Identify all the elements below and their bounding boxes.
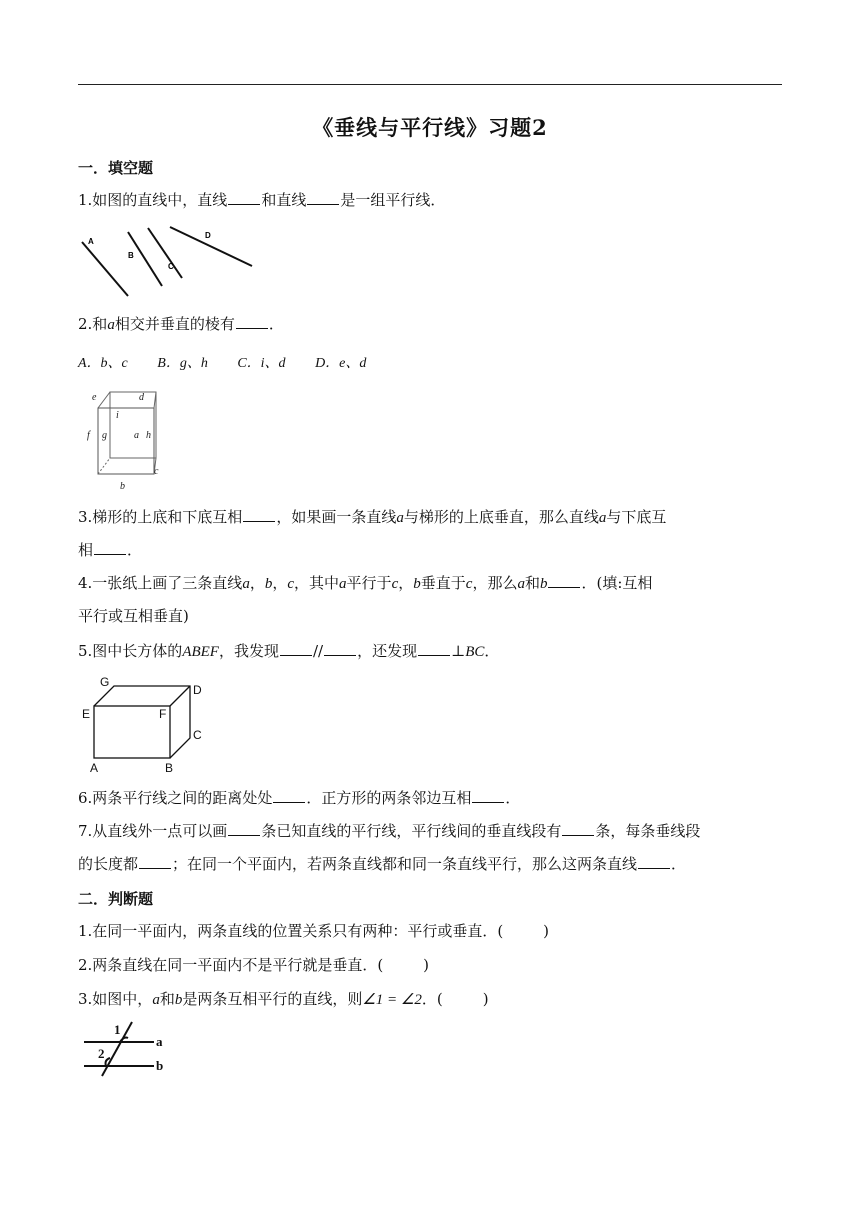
svg-text:a: a — [134, 430, 139, 441]
svg-text:d: d — [139, 392, 144, 403]
svg-text:F: F — [159, 707, 167, 721]
figure-cuboid-edges — [84, 388, 174, 494]
judge-question-2: 2.两条直线在同一平面内不是平行就是垂直．( ) — [78, 956, 430, 974]
question-2-options — [78, 352, 392, 372]
section-heading-fill-in: 一．填空题 — [78, 159, 154, 177]
figure-parallel-transversal — [80, 1018, 180, 1078]
svg-text:f: f — [87, 430, 90, 441]
answer-blank[interactable] — [273, 788, 305, 803]
answer-blank[interactable] — [548, 573, 580, 588]
label-b: B — [128, 251, 134, 260]
question-4: 4.一张纸上画了三条直线a，b，c，其中a平行于c，b垂直于c，那么a和b ．(填:互相 — [78, 574, 653, 592]
line-d — [170, 227, 252, 266]
answer-blank[interactable] — [472, 788, 504, 803]
svg-text:E: E — [82, 707, 91, 721]
question-7-cont: 的长度都 ；在同一个平面内，若两条直线都和同一条直线平行，那么这两条直线 ． — [78, 855, 687, 873]
svg-text:b: b — [156, 1058, 164, 1073]
svg-text:B: B — [165, 761, 174, 775]
label-c: C — [168, 262, 174, 271]
question-7: 7.从直线外一点可以画 条已知直线的平行线，平行线间的垂直线段有 条，每条垂线段 — [78, 822, 701, 840]
front-face — [98, 408, 154, 474]
top-side-edges — [94, 686, 190, 758]
svg-text:a: a — [156, 1034, 163, 1049]
option-c[interactable]: C．i、d — [237, 356, 286, 371]
label-d: D — [205, 231, 211, 240]
answer-blank[interactable] — [228, 190, 260, 205]
option-b[interactable]: B．g、h — [157, 356, 208, 371]
page-title: 《垂线与平行线》习题2 — [312, 115, 548, 140]
question-3: 3.梯形的上底和下底互相 ，如果画一条直线a与梯形的上底垂直，那么直线a与下底互 — [78, 508, 667, 526]
question-2: 2.和a相交并垂直的棱有 ． — [78, 315, 284, 333]
svg-text:A: A — [90, 761, 99, 775]
line-a — [82, 242, 128, 296]
answer-blank[interactable] — [236, 314, 268, 329]
section-heading-true-false: 二．判断题 — [78, 890, 154, 908]
option-d[interactable]: D．e、d — [315, 356, 367, 371]
answer-blank[interactable] — [243, 507, 275, 522]
header-rule — [78, 84, 782, 85]
answer-blank[interactable] — [418, 641, 450, 656]
question-5: 5.图中长方体的ABEF，我发现 // ，还发现 ⊥BC． — [78, 642, 500, 660]
svg-text:h: h — [146, 430, 151, 441]
question-4-cont: 平行或互相垂直) — [78, 607, 189, 625]
svg-text:c: c — [154, 466, 159, 477]
svg-text:i: i — [116, 410, 119, 421]
svg-text:C: C — [193, 728, 202, 742]
back-face — [110, 392, 156, 458]
answer-blank[interactable] — [324, 641, 356, 656]
svg-text:g: g — [102, 430, 107, 441]
question-6: 6.两条平行线之间的距离处处 ．正方形的两条邻边互相 ． — [78, 789, 521, 807]
answer-blank[interactable] — [562, 821, 594, 836]
figure-cuboid-abef — [80, 672, 210, 776]
answer-blank[interactable] — [638, 854, 670, 869]
figure-four-lines — [78, 222, 258, 302]
svg-text:2: 2 — [98, 1046, 105, 1061]
svg-text:b: b — [120, 481, 125, 492]
svg-text:D: D — [193, 683, 202, 697]
question-3-cont: 相 ． — [78, 541, 143, 559]
question-1: 1.如图的直线中，直线 和直线 是一组平行线． — [78, 191, 446, 209]
answer-blank[interactable] — [94, 540, 126, 555]
option-a[interactable]: A．b、c — [78, 356, 128, 371]
answer-blank[interactable] — [139, 854, 171, 869]
svg-text:e: e — [92, 392, 97, 403]
answer-blank[interactable] — [307, 190, 339, 205]
judge-question-1: 1.在同一平面内，两条直线的位置关系只有两种：平行或垂直．( ) — [78, 922, 550, 940]
judge-question-3: 3.如图中，a和b是两条互相平行的直线，则∠1 = ∠2．( ) — [78, 990, 489, 1008]
label-a: A — [88, 237, 94, 246]
svg-text:1: 1 — [114, 1022, 121, 1037]
answer-blank[interactable] — [228, 821, 260, 836]
svg-text:G: G — [100, 675, 110, 689]
answer-blank[interactable] — [280, 641, 312, 656]
